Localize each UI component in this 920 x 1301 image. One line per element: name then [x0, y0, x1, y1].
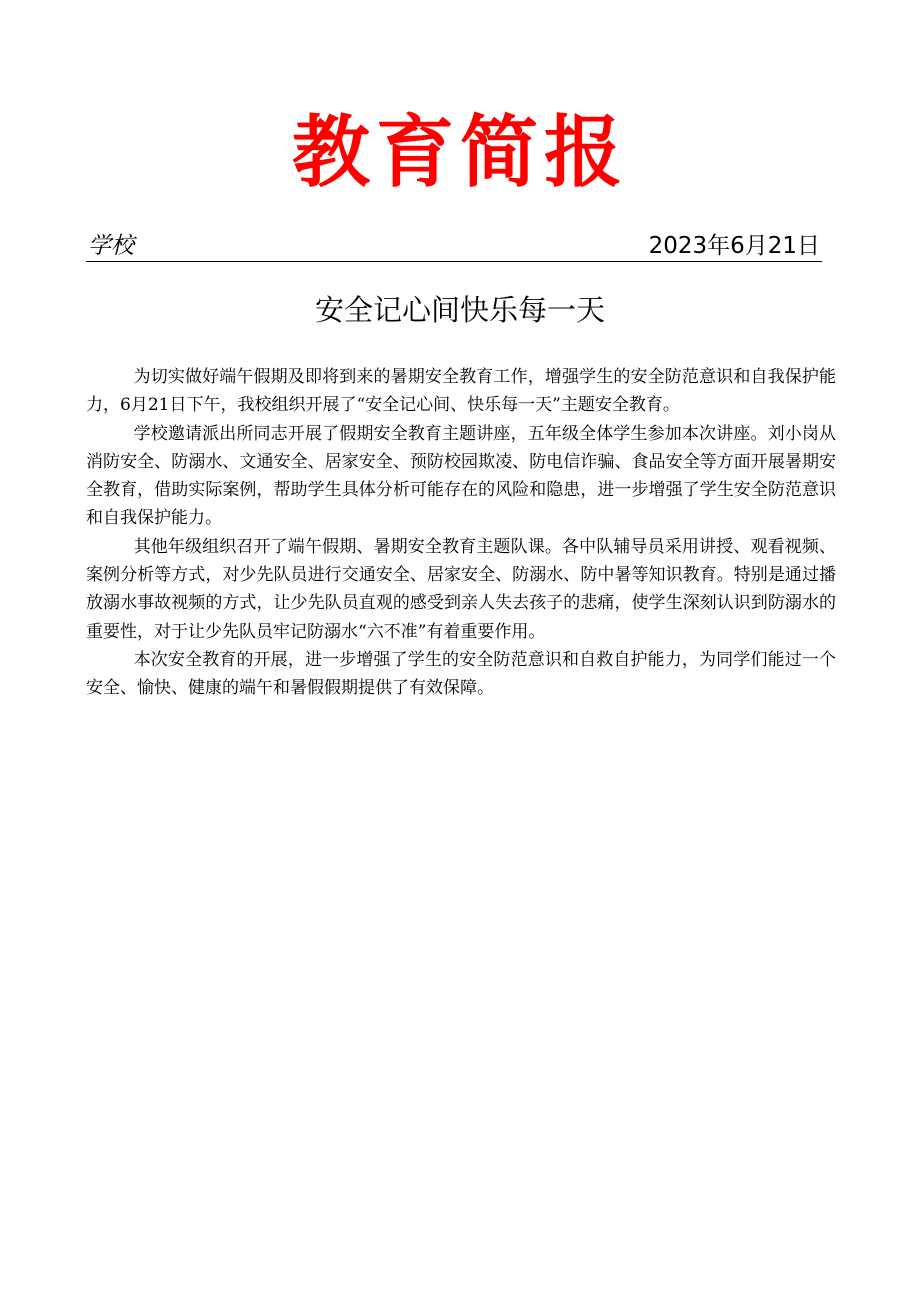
- masthead-title: 教育简报: [291, 107, 628, 198]
- article-paragraph: 为切实做好端午假期及即将到来的暑期安全教育工作，增强学生的安全防范意识和自我保护能力，6月21日下午，我校组织开展了“安全记心间、快乐每一天”主题安全教育。: [86, 367, 836, 416]
- article-paragraph: 本次安全教育的开展，进一步增强了学生的安全防范意识和自救自护能力，为同学们能过一个安全、愉快、健康的端午和暑假假期提供了有效保障。: [86, 649, 836, 699]
- article-title: 安全记心间快乐每一天: [314, 293, 605, 327]
- school-label: 学校: [88, 233, 134, 259]
- article-paragraph: 学校邀请派出所同志开展了假期安全教育主题讲座，五年级全体学生参加本次讲座。刘小岗从消防安全、防溺水、文通安全、居家安全、预防校园欺凌、防电信诈骗、食品安全等方面开展暑期安全教育，借助实际案例，帮助学生具体分析可能存在的风险和隐患，进一步增强了学生安全防范意识和自我保护能力。: [86, 423, 836, 529]
- meta-line: [86, 231, 822, 262]
- article-paragraph: 其他年级组织召开了端午假期、暑期安全教育主题队课。各中队辅导员采用讲授、观看视频、案例分析等方式，对少先队员进行交通安全、居家安全、防溺水、防中暑等知识教育。特别是通过播放溺水事故视频的方式，让少先队员直观的感受到亲人失去孩子的悲痛，使学生深刻认识到防溺水的重要性，对于让少先队员牢记防溺水“六不准”有着重要作用。: [86, 536, 836, 642]
- issue-date: 2023年6月21日: [648, 233, 820, 259]
- article-body: [86, 363, 836, 703]
